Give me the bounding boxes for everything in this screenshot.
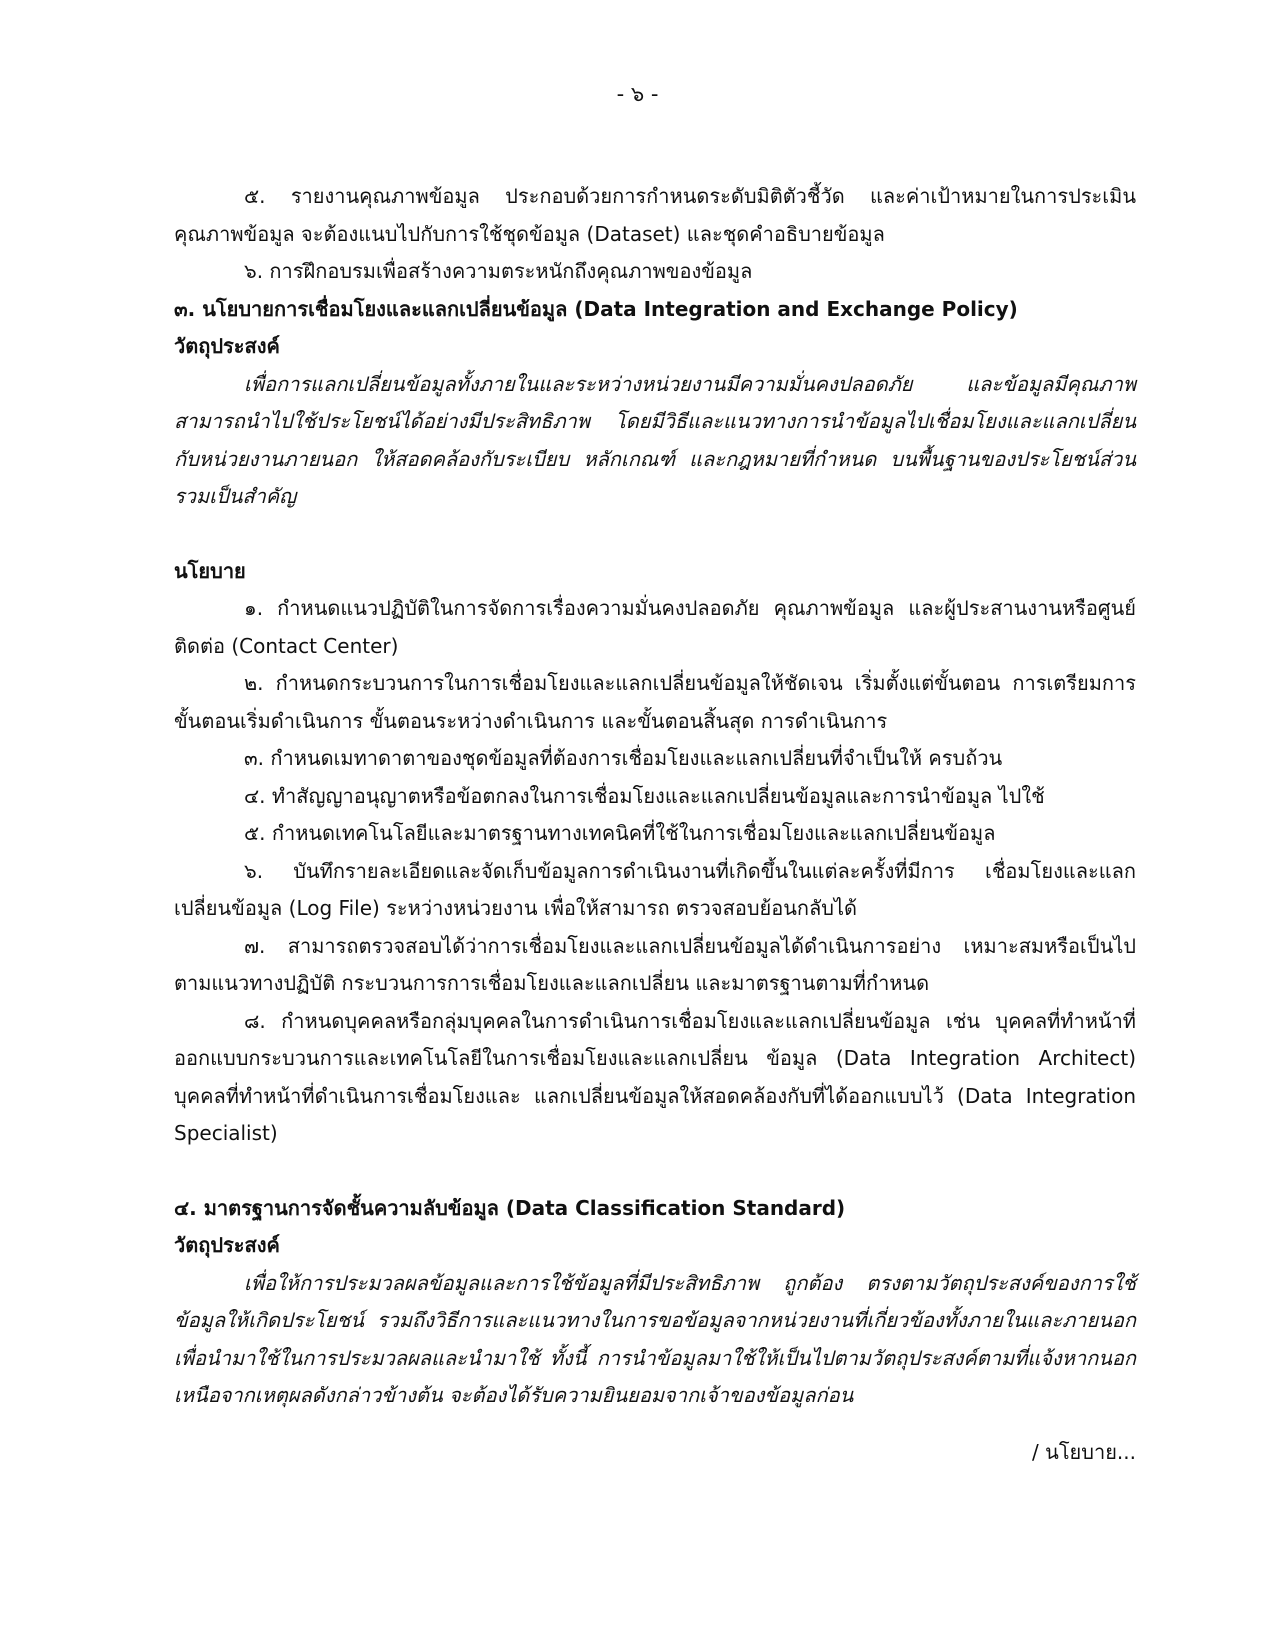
page-body bbox=[174, 178, 1136, 1415]
quality-item-6: ๖. การฝึกอบรมเพื่อสร้างความตระหนักถึงคุณภาพของข้อมูล bbox=[244, 259, 753, 283]
spacer bbox=[174, 1153, 1136, 1190]
section-3-heading: ๓. นโยบายการเชื่อมโยงและแลกเปลี่ยนข้อมูล (Data Integration and Exchange Policy) bbox=[174, 296, 1018, 321]
policy-item-6: ๖. บันทึกรายละเอียดและจัดเก็บข้อมูลการดำเนินงานที่เกิดขึ้นในแต่ละครั้งที่มีการ เชื่อมโยงและแลกเปลี่ยนข้อมูล (Log File) ระหว่างหน่วยงาน เพื่อให้สามารถ ตรวจสอบย้อนกลับได้ bbox=[174, 858, 1136, 920]
policy-item-3: ๓. กำหนดเมทาดาตาของชุดข้อมูลที่ต้องการเชื่อมโยงและแลกเปลี่ยนที่จำเป็นให้ ครบถ้วน bbox=[244, 746, 1003, 770]
section-4-objective-label: วัตถุประสงค์ bbox=[174, 1233, 280, 1257]
continuation-marker: / นโยบาย... bbox=[1032, 1440, 1136, 1464]
policy-item-5: ๕. กำหนดเทคโนโลยีและมาตรฐานทางเทคนิคที่ใช้ในการเชื่อมโยงและแลกเปลี่ยนข้อมูล bbox=[244, 821, 996, 845]
policy-item-7: ๗. สามารถตรวจสอบได้ว่าการเชื่อมโยงและแลกเปลี่ยนข้อมูลได้ดำเนินการอย่าง เหมาะสมหรือเป็นไปตามแนวทางปฏิบัติ กระบวนการการเชื่อมโยงและแลกเปลี่ยน และมาตรฐานตามที่กำหนด bbox=[174, 933, 1136, 995]
section-4-objective-text: เพื่อให้การประมวลผลข้อมูลและการใช้ข้อมูลที่มีประสิทธิภาพ ถูกต้อง ตรงตามวัตถุประสงค์ของการใช้ข้อมูลให้เกิดประโยชน์ รวมถึงวิธีการและแนวทางในการขอข้อมูลจากหน่วยงานที่เกี่ยวข้องทั้งภายในและภายนอก เพื่อนำมาใช้ในการประมวลผลและนำมาใช้ ทั้งนี้ การนำข้อมูลมาใช้ให้เป็นไปตามวัตถุประสงค์ตามที่แจ้งหากนอกเหนือจากเหตุผลดังกล่าวข้างต้น จะต้องได้รับความยินยอมจากเจ้าของข้อมูลก่อน bbox=[174, 1270, 1136, 1407]
section-4-heading: ๔. มาตรฐานการจัดชั้นความลับข้อมูล (Data Classification Standard) bbox=[174, 1195, 846, 1220]
section-3-policy-label: นโยบาย bbox=[174, 558, 246, 583]
section-3-objective-text: เพื่อการแลกเปลี่ยนข้อมูลทั้งภายในและระหว่างหน่วยงานมีความมั่นคงปลอดภัย และข้อมูลมีคุณภาพ สามารถนำไปใช้ประโยชน์ได้อย่างมีประสิทธิภาพ โดยมีวิธีและแนวทางการนำข้อมูลไปเชื่อมโยงและแลกเปลี่ยนกับหน่วยงานภายนอก ให้สอดคล้องกับระเบียบ หลักเกณฑ์ และกฎหมายที่กำหนด บนพื้นฐานของประโยชน์ส่วนรวมเป็นสำคัญ bbox=[174, 371, 1136, 508]
spacer bbox=[174, 516, 1136, 553]
policy-item-8: ๘. กำหนดบุคคลหรือกลุ่มบุคคลในการดำเนินการเชื่อมโยงและแลกเปลี่ยนข้อมูล เช่น บุคคลที่ทำหน้าที่ออกแบบกระบวนการและเทคโนโลยีในการเชื่อมโยงและแลกเปลี่ยน ข้อมูล (Data Integration Architect) บุคคลที่ทำหน้าที่ดำเนินการเชื่อมโยงและ แลกเปลี่ยนข้อมูลให้สอดคล้องกับที่ได้ออกแบบไว้ (Data Integration Specialist) bbox=[174, 1008, 1136, 1145]
policy-item-2: ๒. กำหนดกระบวนการในการเชื่อมโยงและแลกเปลี่ยนข้อมูลให้ชัดเจน เริ่มตั้งแต่ขั้นตอน การเตรียมการ ขั้นตอนเริ่มดำเนินการ ขั้นตอนระหว่างดำเนินการ และขั้นตอนสิ้นสุด การดำเนินการ bbox=[174, 671, 1136, 733]
policy-item-4: ๔. ทำสัญญาอนุญาตหรือข้อตกลงในการเชื่อมโยงและแลกเปลี่ยนข้อมูลและการนำข้อมูล ไปใช้ bbox=[244, 783, 1045, 808]
section-3-objective-label: วัตถุประสงค์ bbox=[174, 334, 280, 358]
page-number: - ๖ - bbox=[616, 82, 659, 106]
policy-item-1: ๑. กำหนดแนวปฏิบัติในการจัดการเรื่องความมั่นคงปลอดภัย คุณภาพข้อมูล และผู้ประสานงานหรือศูนย์ติดต่อ (Contact Center) bbox=[174, 596, 1136, 658]
quality-item-5: ๕. รายงานคุณภาพข้อมูล ประกอบด้วยการกำหนดระดับมิติตัวชี้วัด และค่าเป้าหมายในการประเมินคุณภาพข้อมูล จะต้องแนบไปกับการใช้ชุดข้อมูล (Dataset) และชุดคำอธิบายข้อมูล bbox=[174, 184, 1136, 246]
